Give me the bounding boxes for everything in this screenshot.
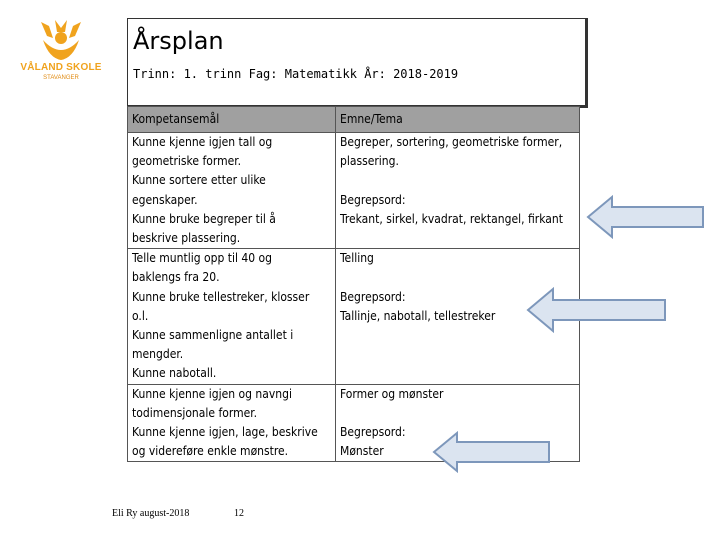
left-arrow-icon	[586, 195, 706, 239]
goals-cell	[128, 133, 336, 249]
left-arrow-icon	[526, 287, 668, 333]
goal-line: baklengs fra 20.	[132, 270, 220, 285]
goal-line: Kunne kjenne igjen og navngi	[132, 386, 292, 401]
blank-line	[340, 404, 576, 423]
goal-line: egenskaper.	[132, 192, 198, 207]
topic-line: Former og mønster	[340, 386, 444, 401]
topic-line: Mønster	[340, 444, 384, 459]
blank-line	[340, 171, 576, 190]
plan-table	[127, 106, 580, 462]
school-crest-icon	[33, 18, 89, 62]
title-box	[127, 18, 588, 108]
goals-cell	[128, 384, 336, 462]
topic-cell	[336, 133, 580, 249]
goal-line: Kunne bruke tellestreker, klosser	[132, 289, 310, 304]
footer-author: Eli Ry august-2018	[112, 508, 190, 519]
table-header-row	[128, 107, 580, 133]
topic-line: Begrepsord:	[340, 192, 406, 207]
goal-line: Kunne kjenne igjen, lage, beskrive	[132, 425, 318, 440]
blank-line	[340, 268, 576, 287]
topic-line: Begrepsord:	[340, 289, 406, 304]
table-row	[128, 133, 580, 249]
table-row	[128, 249, 580, 384]
topic-line: Telling	[340, 251, 374, 266]
goal-line: Kunne sammenligne antallet i	[132, 328, 294, 343]
goal-line: og videreføre enkle mønstre.	[132, 444, 289, 459]
topic-line: plassering.	[340, 154, 399, 169]
goal-line: mengder.	[132, 347, 184, 362]
school-city: STAVANGER	[43, 75, 79, 81]
page-number: 12	[234, 508, 244, 519]
goal-line: geometriske former.	[132, 154, 242, 169]
goals-cell	[128, 249, 336, 384]
page-title: Årsplan	[133, 27, 224, 55]
column-header-goals: Kompetansemål	[128, 107, 336, 133]
school-name: VÅLAND SKOLE	[20, 62, 102, 73]
goal-line: o.l.	[132, 308, 149, 323]
left-arrow-icon	[432, 431, 552, 473]
school-logo	[20, 18, 102, 90]
goal-line: Kunne sortere etter ulike	[132, 173, 266, 188]
goal-line: Kunne bruke begreper til å	[132, 211, 276, 226]
topic-line: Begrepsord:	[340, 425, 406, 440]
goal-line: Kunne kjenne igjen tall og	[132, 135, 273, 149]
goal-line: Telle muntlig opp til 40 og	[132, 251, 273, 266]
topic-line: Tallinje, nabotall, tellestreker	[340, 308, 496, 323]
goal-line: beskrive plassering.	[132, 231, 241, 246]
topic-line: Begreper, sortering, geometriske former,	[340, 135, 563, 149]
page-subtitle: Trinn: 1. trinn Fag: Matematikk År: 2018-2019	[133, 67, 459, 81]
column-header-topic: Emne/Tema	[336, 107, 580, 133]
goal-line: todimensjonale former.	[132, 405, 258, 420]
topic-line: Trekant, sirkel, kvadrat, rektangel, firkant	[340, 211, 563, 226]
goal-line: Kunne nabotall.	[132, 366, 217, 381]
